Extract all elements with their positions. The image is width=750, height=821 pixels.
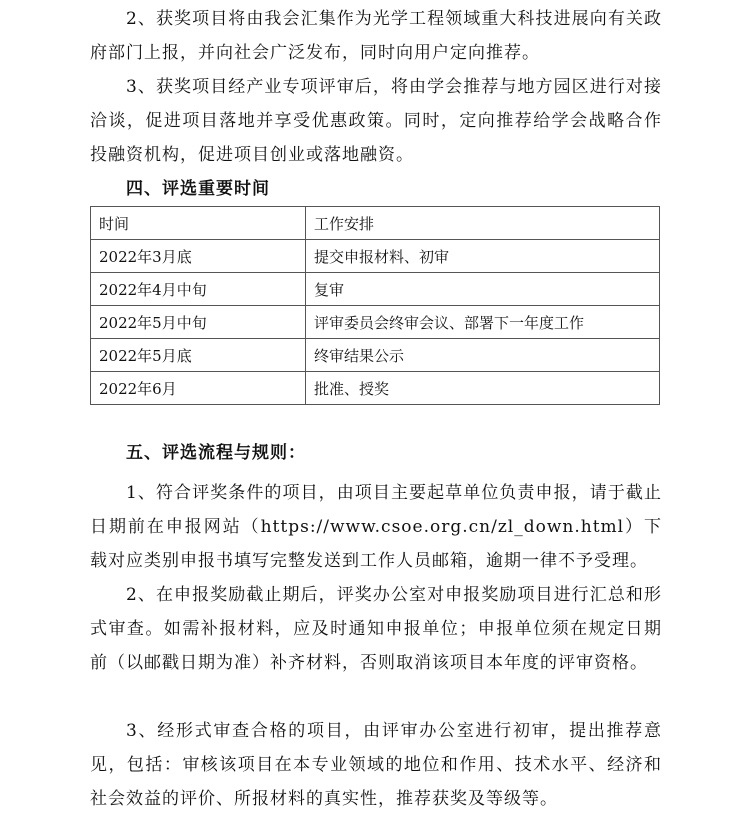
section5-heading: 五、评选流程与规则： [126,443,306,463]
section4-heading: 四、评选重要时间 [126,179,270,199]
paragraph-award-publicity: 2、获奖项目将由我会汇集作为光学工程领域重大科技进展向有关政府部门上报，并向社会广泛发布，同时向用户定向推荐。 [90,9,662,63]
column-header-time: 时间 [91,207,306,240]
table-row [91,306,660,339]
paragraph-rule-3: 3、经形式审查合格的项目，由评审办公室进行初审，提出推荐意见，包括：审核该项目在本专业领域的地位和作用、技术水平、经济和社会效益的评价、所报材料的真实性，推荐获奖及等级等。 [90,721,662,809]
table-row [91,339,660,372]
row-time: 2022年5月中旬 [91,306,306,339]
row-task: 复审 [306,273,660,306]
paragraph-rule-1: 1、符合评奖条件的项目，由项目主要起草单位负责申报，请于截止日期前在申报网站（https://www.csoe.org.cn/zl_down.html）下载对应类别申报书填写完整发送到工作人员邮箱，逾期一律不予受理。 [90,483,662,571]
row-task: 提交申报材料、初审 [306,240,660,273]
paragraph-rule-2: 2、在申报奖励截止期后，评奖办公室对申报奖励项目进行汇总和形式审查。如需补报材料，应及时通知申报单位；申报单位须在规定日期前（以邮戳日期为准）补齐材料，否则取消该项目本年度的评审资格。 [90,585,662,673]
schedule-table [90,206,660,405]
row-task: 评审委员会终审会议、部署下一年度工作 [306,306,660,339]
table-row [91,372,660,405]
row-time: 2022年3月底 [91,240,306,273]
table-header-row [91,207,660,240]
paragraph-award-industry: 3、获奖项目经产业专项评审后，将由学会推荐与地方园区进行对接洽谈，促进项目落地并享受优惠政策。同时，定向推荐给学会战略合作投融资机构，促进项目创业或落地融资。 [90,77,662,165]
table-row [91,273,660,306]
row-task: 终审结果公示 [306,339,660,372]
row-time: 2022年5月底 [91,339,306,372]
row-time: 2022年6月 [91,372,306,405]
row-task: 批准、授奖 [306,372,660,405]
column-header-task: 工作安排 [306,207,660,240]
row-time: 2022年4月中旬 [91,273,306,306]
table-row [91,240,660,273]
